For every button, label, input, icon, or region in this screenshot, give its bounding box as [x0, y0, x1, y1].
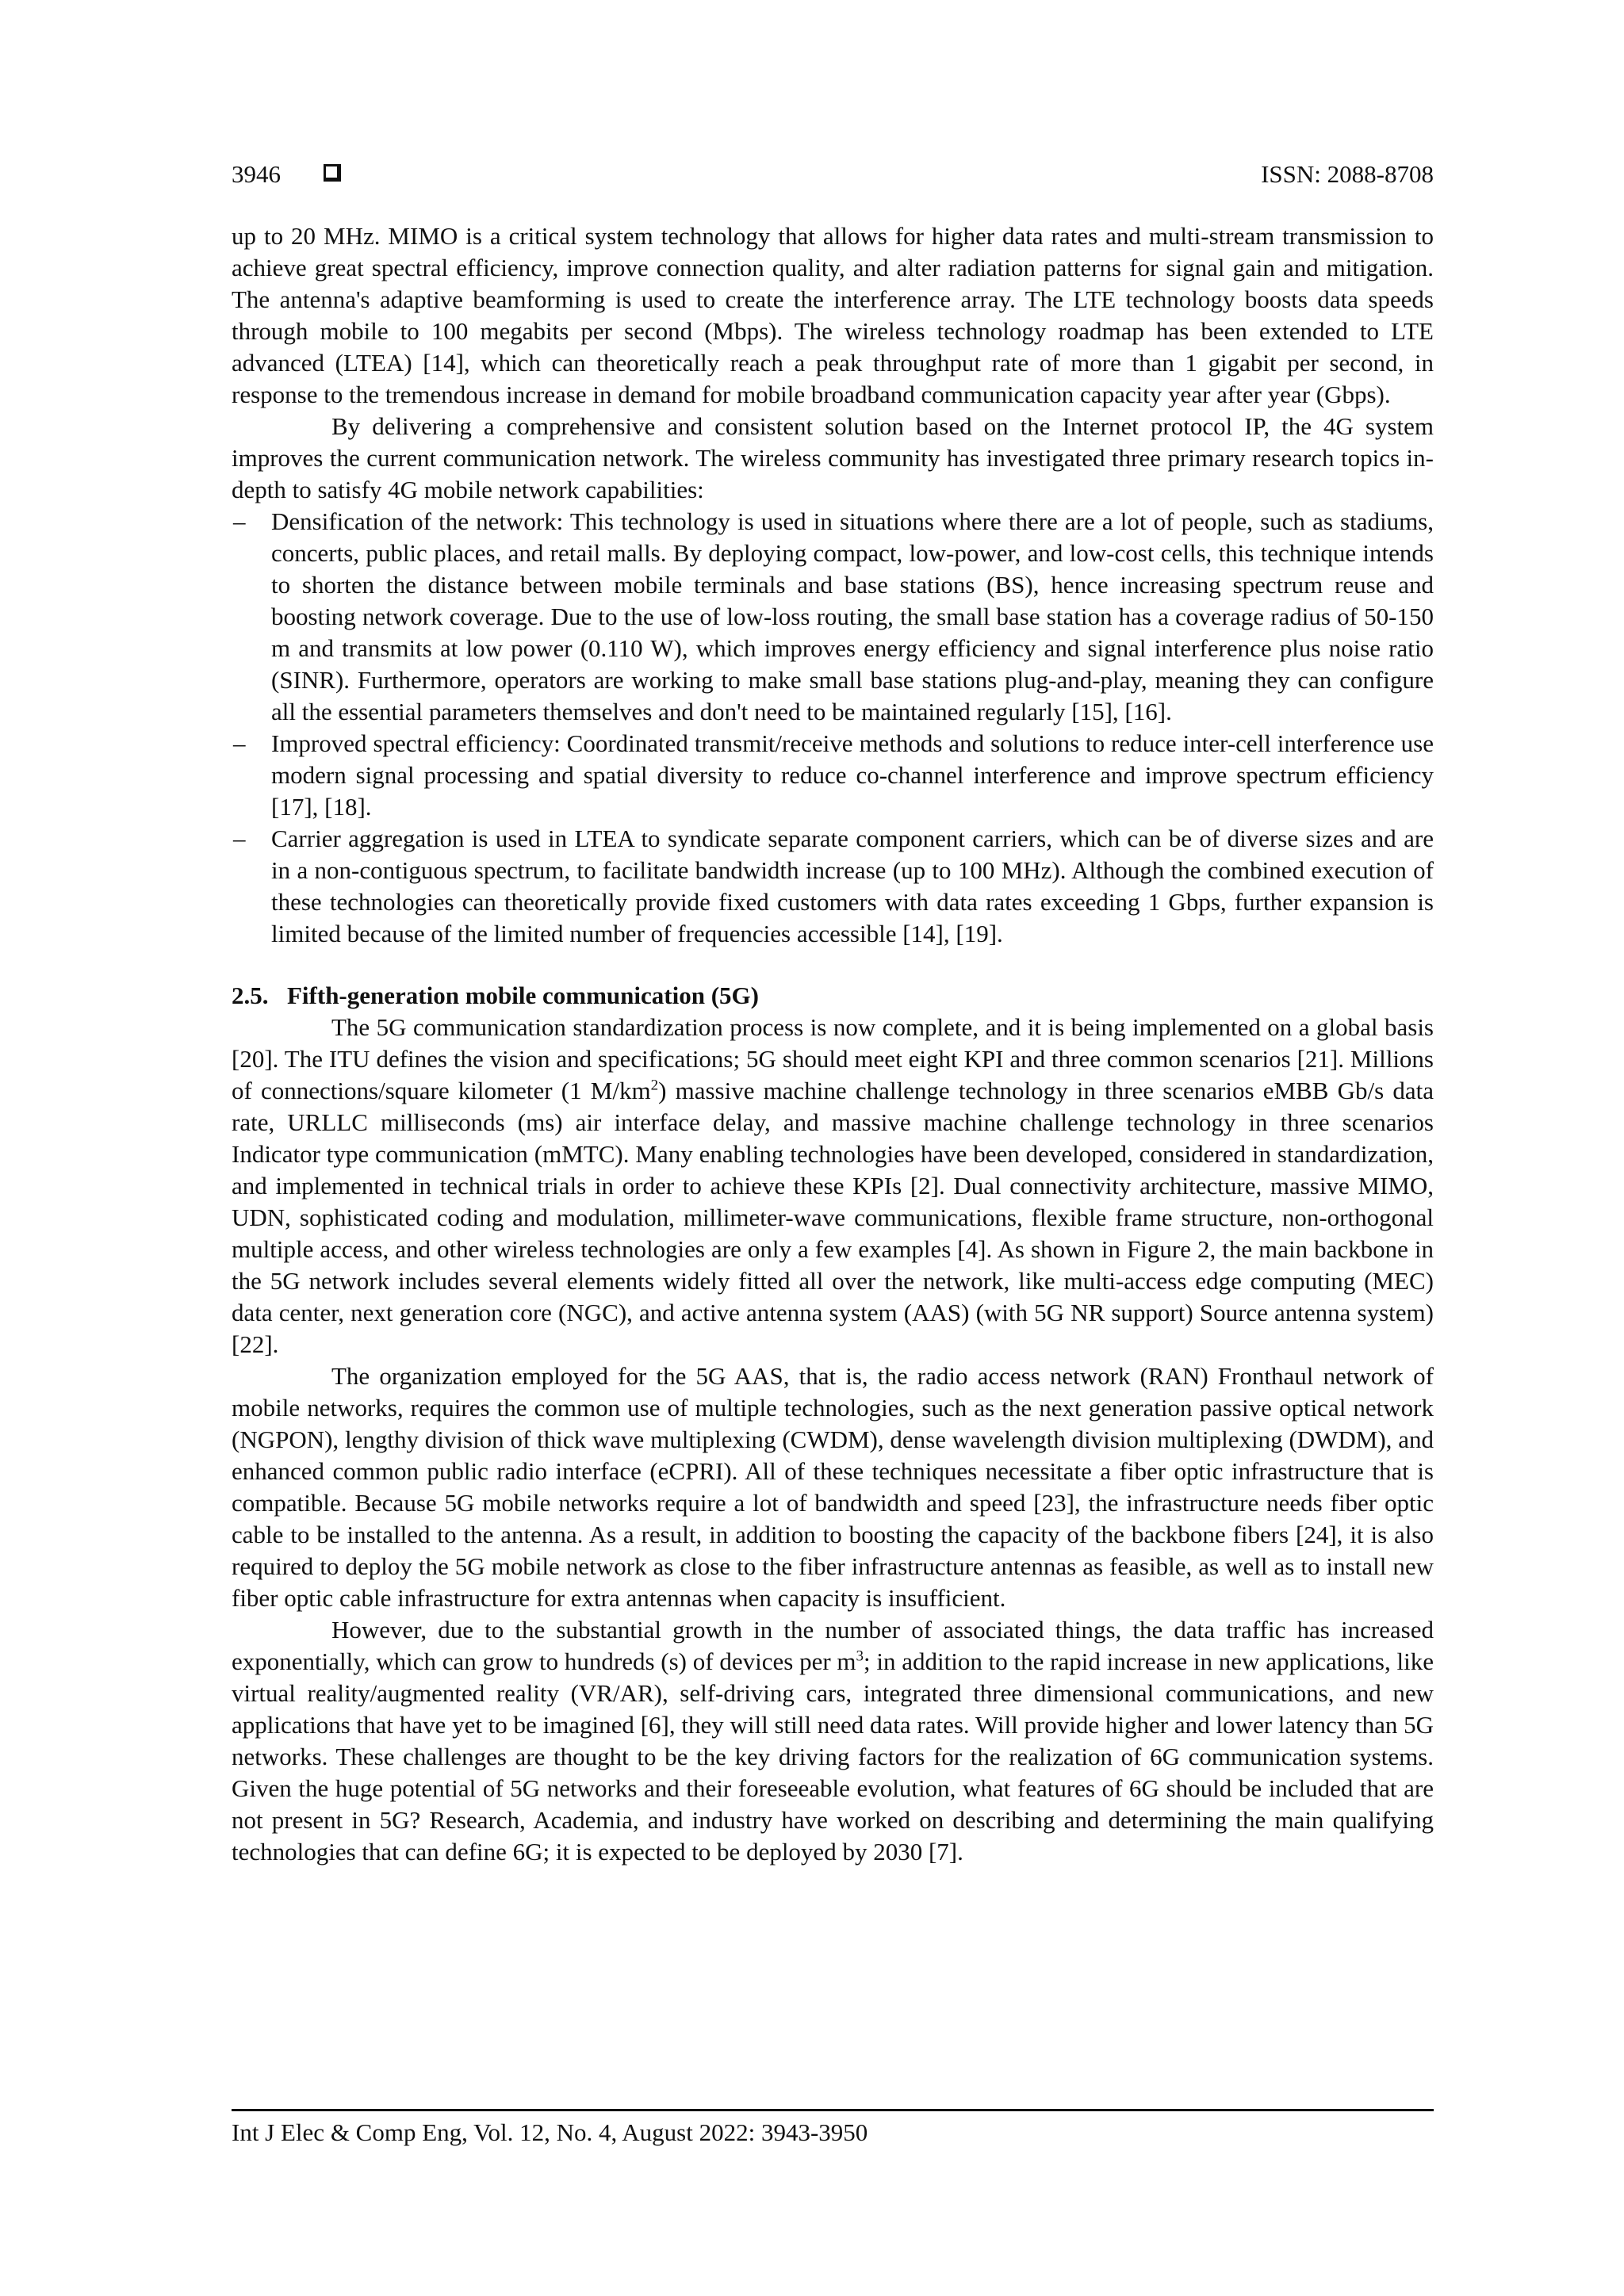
list-item-text: Carrier aggregation is used in LTEA to syndicate separate component carriers, which can be of diverse sizes and are in a non-contiguous spectrum, to facilitate bandwidth increase (up to 100 MHz). Although the combined execution of these technologies can theoretically provide fixed customers with data rates exceeding 1 Gbps, further expansion is limited because of the limited number of frequencies accessible [14], [19].	[271, 825, 1434, 947]
research-topics-list	[232, 506, 1434, 950]
paragraph-lte: up to 20 MHz. MIMO is a critical system technology that allows for higher data rates and multi-stream transmission to achieve great spectral efficiency, improve connection quality, and alter radiation patterns for signal gain and mitigation. The antenna's adaptive beamforming is used to create the interference array. The LTE technology boosts data speeds through mobile to 100 megabits per second (Mbps). The wireless technology roadmap has been extended to LTE advanced (LTEA) [14], which can theoretically reach a peak throughput rate of more than 1 gigabit per second, in response to the tremendous increase in demand for mobile broadband communication capacity year after year (Gbps).	[232, 222, 1434, 408]
paragraph-6g-motivation	[232, 1614, 1434, 1868]
checkbox-square-icon	[324, 164, 341, 182]
paragraph-5g-aas: The organization employed for the 5G AAS, that is, the radio access network (RAN) Fronthaul network of mobile networks, requires the common use of multiple technologies, such as the next generation passive optical network (NGPON), lengthy division of thick wave multiplexing (CWDM), dense wavelength division multiplexing (DWDM), and enhanced common public radio interface (eCPRI). All of these techniques necessitate a fiber optic infrastructure that is compatible. Because 5G mobile networks require a lot of bandwidth and speed [23], the infrastructure needs fiber optic cable to be installed to the antenna. As a result, in addition to boosting the capacity of the backbone fibers [24], it is also required to deploy the 5G mobile network as close to the fiber infrastructure antennas as feasible, as well as to install new fiber optic cable infrastructure for extra antennas when capacity is insufficient.	[232, 1362, 1434, 1612]
section-heading	[232, 980, 1434, 1012]
paragraph-text: The 5G communication standardization process is now complete, and it is being implemented on a global basis [20]. The ITU defines the vision and specifications; 5G should meet eight KPI and three common scenarios [21]. Millions of connections/square kilometer (1 M/km	[232, 1013, 1434, 1104]
dash-bullet-icon: –	[233, 507, 246, 535]
footer-divider	[232, 2109, 1434, 2111]
list-item	[232, 728, 1434, 823]
paragraph-text: ) massive machine challenge technology in three scenarios eMBB Gb/s data rate, URLLC milliseconds (ms) air interface delay, and massive machine challenge technology in three scenarios Indicator type communication (mMTC). Many enabling technologies have been developed, considered in standardization, and implemented in technical trials in order to achieve these KPIs [2]. Dual connectivity architecture, massive MIMO, UDN, sophisticated coding and modulation, millimeter-wave communications, flexible frame structure, non-orthogonal multiple access, and other wireless technologies are only a few examples [4]. As shown in Figure 2, the main backbone in the 5G network includes several elements widely fitted all over the network, like multi-access edge computing (MEC) data center, next generation core (NGC), and active antenna system (AAS) (with 5G NR support) Source antenna system) [22].	[232, 1077, 1434, 1358]
page-number: 3946	[232, 160, 281, 188]
issn-label: ISSN: 2088-8708	[1261, 160, 1434, 188]
section-title: Fifth-generation mobile communication (5G)	[287, 982, 759, 1009]
list-item-text: Improved spectral efficiency: Coordinated transmit/receive methods and solutions to reduce inter-cell interference use modern signal processing and spatial diversity to reduce co-channel interference and improve spectrum efficiency [17], [18].	[271, 729, 1434, 821]
dash-bullet-icon: –	[233, 729, 246, 757]
dash-bullet-icon: –	[233, 825, 246, 852]
page-header	[232, 155, 1434, 193]
list-item-text: Densification of the network: This technology is used in situations where there are a lot of people, such as stadiums, concerts, public places, and retail malls. By deploying compact, low-power, and low-cost cells, this technique intends to shorten the distance between mobile terminals and base stations (BS), hence increasing spectrum reuse and boosting network coverage. Due to the use of low-loss routing, the small base station has a coverage radius of 50-150 m and transmits at low power (0.110 W), which improves energy efficiency and signal interference plus noise ratio (SINR). Furthermore, operators are working to make small base stations plug-and-play, meaning they can configure all the essential parameters themselves and don't need to be maintained regularly [15], [16].	[271, 507, 1434, 725]
paragraph-5g-standardization	[232, 1012, 1434, 1360]
body-text	[232, 220, 1434, 1868]
superscript: 2	[650, 1077, 659, 1094]
paragraph-text: ; in addition to the rapid increase in new applications, like virtual reality/augmented reality (VR/AR), self-driving cars, integrated three dimensional communications, and new applications that have yet to be imagined [6], they will still need data rates. Will provide higher and lower latency than 5G networks. These challenges are thought to be the key driving factors for the realization of 6G communication systems. Given the huge potential of 5G networks and their foreseeable evolution, what features of 6G should be included that are not present in 5G? Research, Academia, and industry have worked on describing and determining the main qualifying technologies that can define 6G; it is expected to be deployed by 2030 [7].	[232, 1647, 1434, 1866]
list-item	[232, 506, 1434, 728]
list-item	[232, 823, 1434, 950]
paragraph-4g: By delivering a comprehensive and consistent solution based on the Internet protocol IP, the 4G system improves the current communication network. The wireless community has investigated three primary research topics in-depth to satisfy 4G mobile network capabilities:	[232, 412, 1434, 503]
footer-citation: Int J Elec & Comp Eng, Vol. 12, No. 4, August 2022: 3943-3950	[232, 2118, 868, 2146]
section-number: 2.5.	[232, 982, 269, 1009]
paragraph-text: However, due to the substantial growth in the number of associated things, the data traffic has increased exponentially, which can grow to hundreds (s) of devices per m	[232, 1616, 1434, 1675]
superscript: 3	[856, 1647, 864, 1665]
